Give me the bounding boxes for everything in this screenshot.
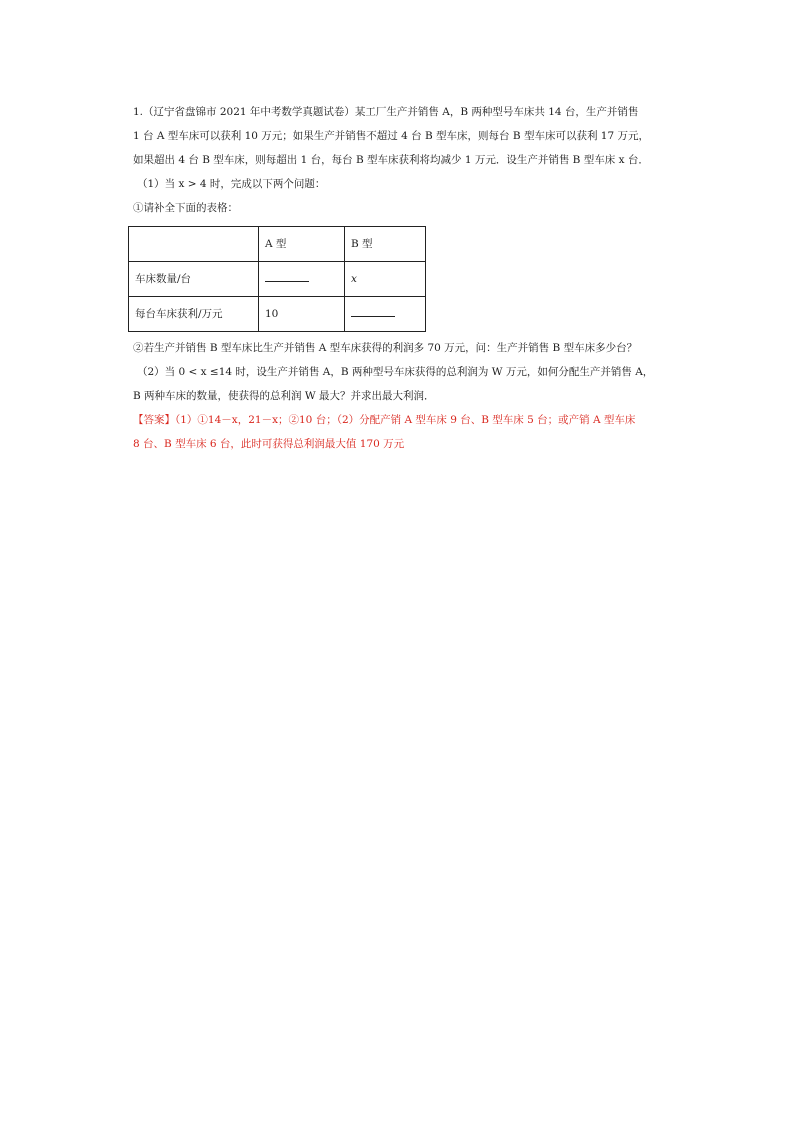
row-label-quantity: 车床数量/台 [129, 262, 259, 297]
blank-cell-a-quantity [259, 262, 345, 297]
question-2-prompt: ②若生产并销售 B 型车床比生产并销售 A 型车床获得的利润多 70 万元，问：生产并销售 B 型车床多少台？ [133, 342, 638, 354]
problem-line-2: 1 台 A 型车床可以获利 10 万元；如果生产并销售不超过 4 台 B 型车床，则每台 B 型车床可以获利 17 万元， [133, 130, 649, 142]
answer-tag: 【答案】 [133, 414, 175, 426]
cell-a-profit: 10 [259, 297, 345, 332]
table-header-a: A 型 [259, 227, 345, 262]
part-2-line-2: B 两种车床的数量，使获得的总利润 W 最大？并求出最大利润． [133, 390, 435, 402]
answer-blank [265, 271, 309, 282]
table-header-row [129, 227, 426, 262]
answer-blank [351, 306, 395, 317]
fill-in-table [128, 226, 426, 332]
question-block [133, 100, 663, 456]
answer-line-1 [133, 408, 663, 432]
answer-line-2: 8 台、B 型车床 6 台，此时可获得总利润最大值 170 万元 [133, 438, 405, 450]
part-1-intro: （1）当 x > 4 时，完成以下两个问题： [137, 178, 326, 190]
row-label-profit: 每台车床获利/万元 [129, 297, 259, 332]
question-1-prompt: ①请补全下面的表格： [133, 202, 238, 214]
problem-line-3: 如果超出 4 台 B 型车床，则每超出 1 台，每台 B 型车床获利将均减少 1 万元．设生产并销售 B 型车床 x 台． [133, 154, 649, 166]
problem-line-1: 1.（辽宁省盘锦市 2021 年中考数学真题试卷）某工厂生产并销售 A，B 两种型号车床共 14 台，生产并销售 [133, 106, 639, 118]
table-header-empty [129, 227, 259, 262]
answer-text-1: （1）①14－x，21－x；②10 台；（2）分配产销 A 型车床 9 台、B 型车床 5 台；或产销 A 型车床 [175, 414, 636, 426]
table-row [129, 297, 426, 332]
cell-b-quantity: x [345, 262, 426, 297]
table-header-b: B 型 [345, 227, 426, 262]
part-2-line-1: （2）当 0 < x ≤14 时，设生产并销售 A，B 两种型号车床获得的总利润为 W 万元，如何分配生产并销售 A， [137, 366, 654, 378]
table-row [129, 262, 426, 297]
blank-cell-b-profit [345, 297, 426, 332]
